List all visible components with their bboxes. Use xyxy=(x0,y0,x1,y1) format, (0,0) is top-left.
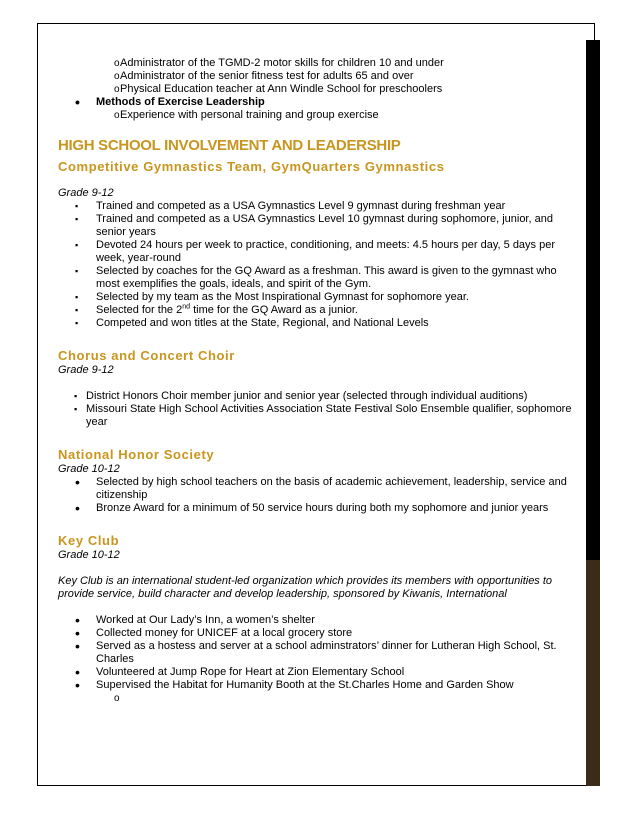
square-bullet-icon: ▪ xyxy=(75,266,79,276)
list-item: o Experience with personal training and group exercise xyxy=(114,109,379,121)
square-bullet-icon: ▪ xyxy=(74,404,78,414)
list-item: • Bronze Award for a minimum of 50 service hours during both my sophomore and junior years xyxy=(75,500,549,516)
square-bullet-icon: ▪ xyxy=(75,305,79,315)
nhs-title: National Honor Society xyxy=(58,447,215,462)
nhs-grade: Grade 10-12 xyxy=(58,463,120,475)
list-item xyxy=(58,692,578,705)
square-bullet-icon: ▪ xyxy=(75,292,79,302)
keyclub-grade: Grade 10-12 xyxy=(58,549,120,561)
list-item: ▪ Devoted 24 hours per week to practice, conditioning, and meets: 4.5 hours per day, 5 days per week, year-round xyxy=(75,239,556,264)
square-bullet-icon: ▪ xyxy=(75,240,79,250)
list-item: • Collected money for UNICEF at a local grocery store xyxy=(75,625,353,641)
dot-bullet-icon: • xyxy=(75,638,80,654)
dot-bullet-icon: • xyxy=(75,612,80,628)
square-bullet-icon: ▪ xyxy=(74,391,78,401)
list-item: ▪ Selected by coaches for the GQ Award as a freshman. This award is given to the gymnast who most exemplifies the goals, ideals, and spirit of the Gym. xyxy=(75,265,557,290)
list-item: ▪ Trained and competed as a USA Gymnastics Level 9 gymnast during freshman year xyxy=(75,200,506,212)
methods-sub-list xyxy=(58,109,578,122)
gymnastics-title: Competitive Gymnastics Team, GymQuarters Gymnastics xyxy=(58,159,445,174)
circle-bullet-icon: o xyxy=(114,71,120,82)
dot-bullet-icon: • xyxy=(75,677,80,693)
dot-bullet-icon: • xyxy=(75,500,80,516)
dot-bullet-icon: • xyxy=(75,94,80,110)
list-item: • Worked at Our Lady’s Inn, a women’s shelter xyxy=(75,612,315,628)
list-item: • Supervised the Habitat for Humanity Booth at the St.Charles Home and Garden Show xyxy=(75,677,514,693)
nhs-list xyxy=(58,476,578,515)
dot-bullet-icon: • xyxy=(75,625,80,641)
gymnastics-grade: Grade 9-12 xyxy=(58,187,114,199)
choir-grade: Grade 9-12 xyxy=(58,364,114,376)
square-bullet-icon: ▪ xyxy=(75,318,79,328)
list-item: ▪ Missouri State High School Activities Association State Festival Solo Ensemble qualifier, sophomore year xyxy=(74,403,572,428)
section-title: HIGH SCHOOL INVOLVEMENT AND LEADERSHIP xyxy=(58,137,401,154)
square-bullet-icon: ▪ xyxy=(75,201,79,211)
list-item: o Administrator of the TGMD-2 motor skills for children 10 and under xyxy=(114,57,444,69)
top-sub-list xyxy=(58,57,578,96)
list-item: ▪ Competed and won titles at the State, Regional, and National Levels xyxy=(75,317,429,329)
list-item: • Selected by high school teachers on the basis of academic achievement, leadership, service and citizenship xyxy=(75,474,567,501)
keyclub-description: Key Club is an international student-led organization which provides its members with opportunities to provide service, build character and develop leadership, sponsored by Kiwanis, International xyxy=(58,575,553,600)
choir-title: Chorus and Concert Choir xyxy=(58,348,235,363)
methods-list xyxy=(58,96,578,109)
gymnastics-list xyxy=(58,200,578,330)
keyclub-list xyxy=(58,614,578,692)
side-accent-bar-lower xyxy=(586,560,600,786)
dot-bullet-icon: • xyxy=(75,474,80,490)
circle-bullet-icon: o xyxy=(114,84,120,95)
circle-bullet-icon: o xyxy=(114,58,120,69)
list-item: o Physical Education teacher at Ann Windle School for preschoolers xyxy=(114,83,443,95)
list-item: • Methods of Exercise Leadership xyxy=(75,94,265,110)
list-item: ▪ District Honors Choir member junior and senior year (selected through individual auditions) xyxy=(74,390,528,402)
circle-bullet-icon: o xyxy=(114,110,120,121)
circle-bullet-icon: o xyxy=(114,693,120,704)
choir-list xyxy=(58,390,578,429)
keyclub-title: Key Club xyxy=(58,533,120,548)
keyclub-sub-list xyxy=(58,692,578,705)
list-item: • Served as a hostess and server at a school adminstrators’ dinner for Lutheran High School, St. Charles xyxy=(75,638,557,665)
dot-bullet-icon: • xyxy=(75,664,80,680)
list-item: • Volunteered at Jump Rope for Heart at Zion Elementary School xyxy=(75,664,405,680)
list-item: o Administrator of the senior fitness test for adults 65 and over xyxy=(114,70,414,82)
list-item: ▪ Selected by my team as the Most Inspirational Gymnast for sophomore year. xyxy=(75,291,469,303)
resume-content xyxy=(58,57,578,705)
list-item: ▪ Trained and competed as a USA Gymnastics Level 10 gymnast during sophomore, junior, and senior years xyxy=(75,213,553,238)
list-item: ▪ Selected for the 2nd time for the GQ Award as a junior. xyxy=(75,303,358,316)
square-bullet-icon: ▪ xyxy=(75,214,79,224)
